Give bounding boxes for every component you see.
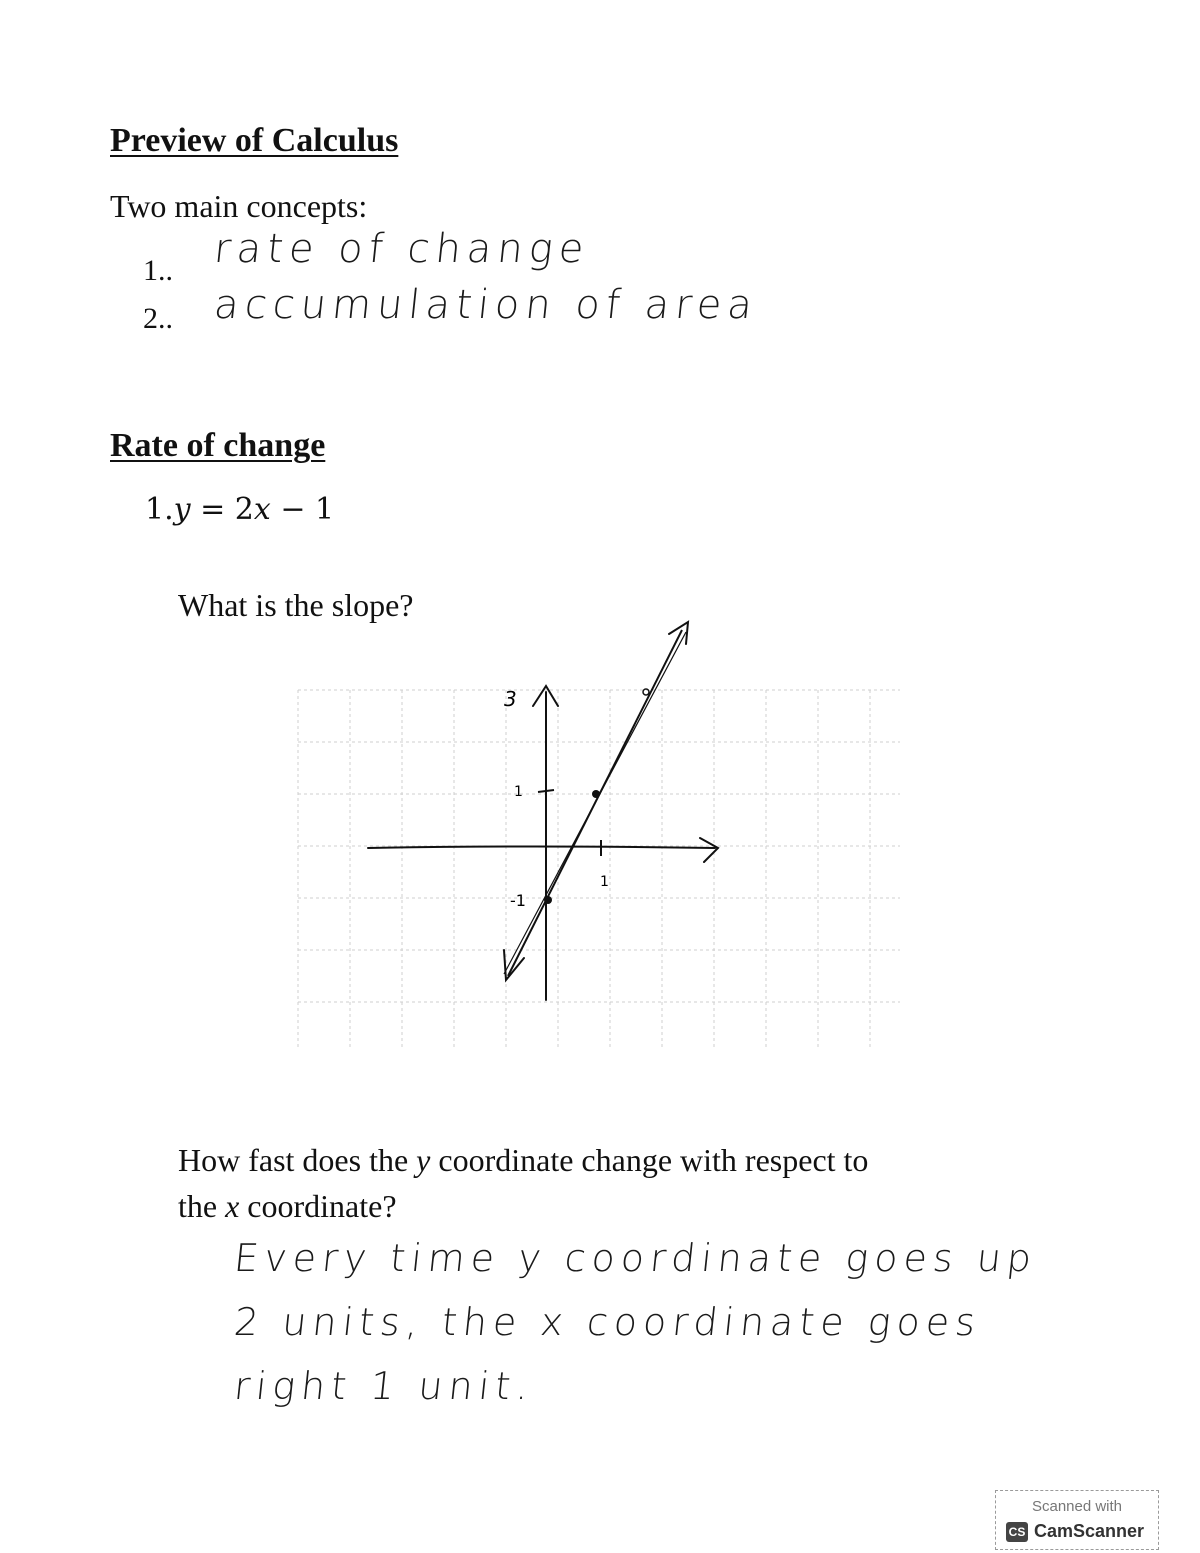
equation-rest: − 1 (270, 492, 335, 527)
question-rate-line2 (178, 1188, 397, 1225)
scanner-badge (995, 1490, 1159, 1550)
item-1-number: 1.. (143, 254, 173, 287)
answer-line-2: 2 units, the x coordinate goes (232, 1300, 984, 1344)
label-x-1: 1 (600, 874, 609, 890)
question-rate-part1: How fast does the (178, 1142, 417, 1178)
line-y-2x-1-stroke (504, 632, 686, 974)
question-rate-part2: coordinate change with respect to (430, 1142, 869, 1178)
label-y-3: 3 (504, 687, 517, 711)
page-title: Preview of Calculus (110, 122, 399, 159)
equation-var: x (253, 492, 271, 527)
answer-line-1: Every time y coordinate goes up (232, 1236, 1040, 1280)
y-axis (533, 686, 558, 1000)
label-y-neg1: -1 (510, 891, 526, 910)
badge-caption: Scanned with (1031, 1498, 1123, 1515)
question-rate-part3: the (178, 1188, 226, 1224)
point-1-1 (592, 790, 600, 798)
graph (290, 610, 910, 1060)
section-heading: Rate of change (110, 427, 326, 464)
point-0-neg1 (544, 896, 552, 904)
badge-brand: CamScanner (1034, 1521, 1145, 1541)
question-rate-var-x: x (225, 1188, 240, 1224)
camscanner-logo-icon: CS (1006, 1522, 1028, 1542)
y-tick-1 (538, 790, 554, 792)
question-rate-var-y: y (416, 1142, 431, 1178)
item-2-number: 2.. (143, 302, 173, 335)
item-2-handwriting: accumulation of area (212, 282, 761, 328)
intro-text: Two main concepts: (110, 188, 368, 224)
question-slope: What is the slope? (178, 587, 414, 623)
item-1-handwriting: rate of change (212, 226, 592, 272)
equation-eq: = 2 (190, 492, 254, 527)
equation (145, 492, 334, 527)
answer-line-3: right 1 unit. (232, 1364, 537, 1408)
question-rate-part4: coordinate? (239, 1188, 397, 1224)
question-rate (178, 1142, 868, 1179)
x-axis (368, 838, 718, 862)
equation-lhs: y (173, 492, 191, 527)
equation-number: 1. (145, 492, 174, 527)
graph-grid (298, 690, 900, 1050)
label-y-1: 1 (514, 784, 523, 800)
